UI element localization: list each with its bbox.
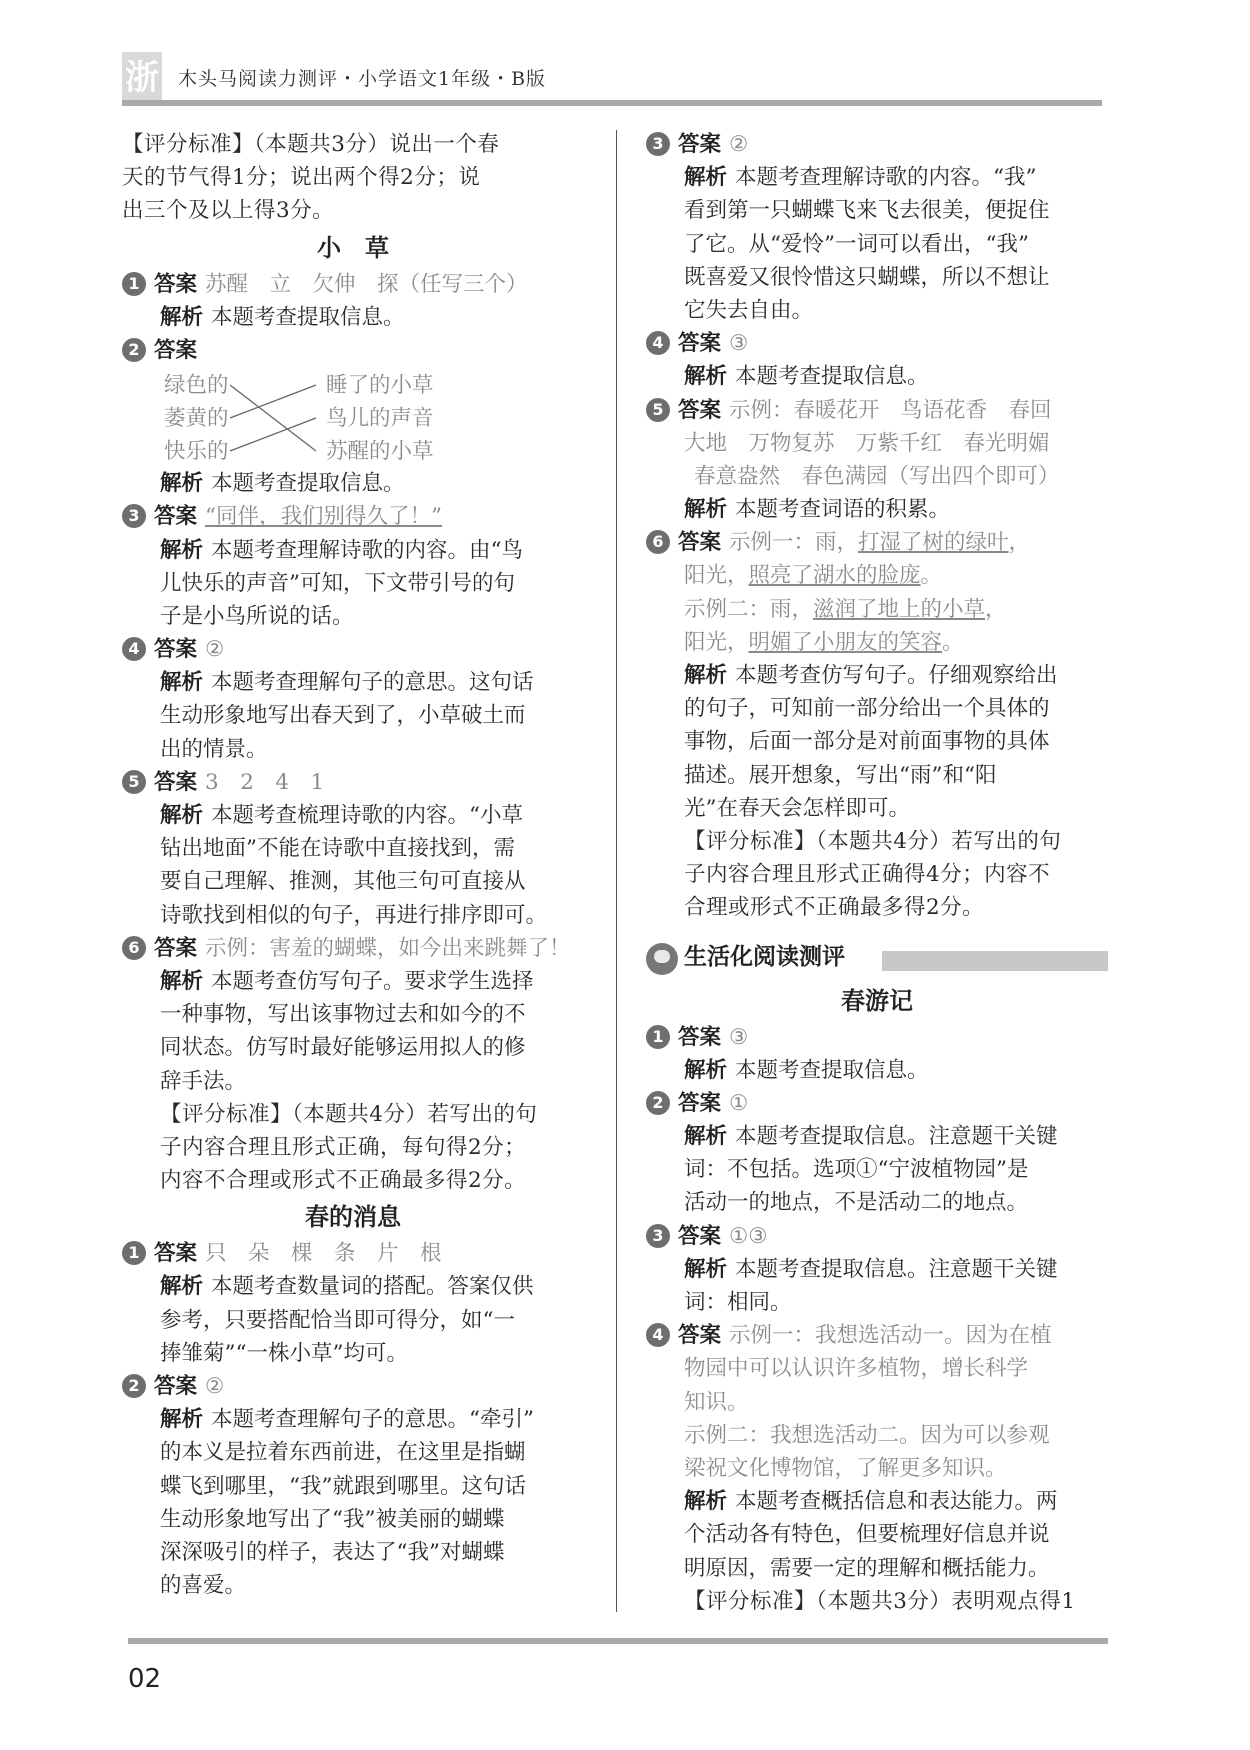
question-3-analysis [122, 534, 584, 567]
analysis-text: 本题考查提取信息。 [735, 1057, 929, 1083]
question-1-analysis [646, 1054, 1108, 1087]
answer-label: 答案 [154, 337, 198, 363]
analysis-text: 本题考查理解诗歌的内容。“我” [735, 165, 1037, 191]
analysis-label: 解析 [684, 1057, 728, 1083]
question-5-analysis [122, 799, 584, 832]
analysis-text: 诗歌找到相似的句子，再进行排序即可。 [160, 902, 548, 928]
question-4-analysis [122, 666, 584, 699]
section-header [646, 937, 1108, 981]
analysis-label: 解析 [684, 1256, 728, 1282]
analysis-text: 事物，后面一部分是对前面事物的具体 [684, 729, 1050, 755]
match-left-item: 萎黄的 [164, 406, 229, 432]
answer-label: 答案 [678, 331, 722, 357]
analysis-text: 要自己理解、推测，其他三句可直接从 [160, 869, 526, 895]
answer-label: 答案 [678, 397, 722, 423]
analysis-text: 生动形象地写出春天到了，小草破土而 [160, 703, 526, 729]
answer-text: 大地 万物复苏 万紫千红 春光明媚 [684, 430, 1050, 456]
question-5-answer [646, 394, 1108, 427]
scoring-standard: 【评分标准】（本题共3分）说出一个春 [122, 132, 500, 157]
analysis-label: 解析 [160, 304, 204, 330]
answer-text: 只 朵 棵 条 片 根 [205, 1241, 442, 1267]
analysis-text: 个活动各有特色，但要梳理好信息并说 [684, 1522, 1050, 1548]
question-number: 1 [122, 272, 146, 296]
answer-text: ② [205, 1374, 225, 1399]
header-badge: 浙 [122, 52, 162, 104]
answer-label: 答案 [678, 1090, 722, 1116]
section-title-chun: 春的消息 [305, 1203, 401, 1232]
analysis-text: 本题考查理解句子的意思。“牵引” [211, 1407, 535, 1433]
question-3-analysis [646, 161, 1108, 194]
analysis-text: 一种事物，写出该事物过去和如今的不 [160, 1002, 526, 1028]
match-right-item: 苏醒的小草 [326, 439, 434, 465]
answer-label: 答案 [154, 271, 198, 297]
question-1-answer [122, 1237, 584, 1270]
analysis-text: 它失去自由。 [684, 297, 814, 323]
analysis-label: 解析 [684, 1124, 728, 1150]
question-2-answer [122, 1370, 584, 1403]
question-number: 2 [122, 338, 146, 362]
analysis-text: 本题考查仿写句子。仔细观察给出 [735, 663, 1058, 688]
question-number: 4 [122, 637, 146, 661]
analysis-text: 捧雏菊”“一株小草”均可。 [160, 1340, 408, 1366]
question-number: 4 [646, 331, 670, 355]
question-number: 5 [122, 770, 146, 794]
analysis-label: 解析 [160, 1407, 204, 1433]
analysis-text: 词：不包括。选项①“宁波植物园”是 [684, 1157, 1029, 1183]
example-underlined: 明媚了小朋友的笑容 [748, 629, 943, 655]
analysis-text: 既喜爱又很怜惜这只蝴蝶，所以不想让 [684, 264, 1050, 290]
analysis-text: 描述。展开想象，写出“雨”和“阳 [684, 762, 997, 788]
analysis-label: 解析 [684, 165, 728, 191]
scoring-standard: 内容不合理或形式不正确最多得2分。 [160, 1168, 527, 1194]
answer-text: 物园中可以认识许多植物，增长科学 [684, 1356, 1029, 1382]
analysis-text: 明原因，需要一定的理解和概括能力。 [684, 1555, 1050, 1581]
analysis-label: 解析 [160, 537, 204, 563]
scoring-standard: 【评分标准】（本题共4分）若写出的句 [160, 1101, 538, 1127]
analysis-label: 解析 [684, 364, 728, 390]
scoring-standard: 子内容合理且形式正确得4分；内容不 [684, 862, 1051, 888]
header-title: 木头马阅读力测评・小学语文1年级・B版 [178, 68, 547, 90]
question-4-answer [646, 1319, 1108, 1352]
question-1-answer [646, 1021, 1108, 1054]
answer-text: ② [205, 637, 225, 663]
question-6-answer [646, 526, 1108, 559]
question-number: 1 [646, 1025, 670, 1049]
question-3-answer [646, 128, 1108, 161]
section-bar [882, 951, 1108, 971]
answer-text: ② [729, 132, 749, 157]
answer-label: 答案 [154, 637, 198, 663]
analysis-text: 本题考查提取信息。 [211, 304, 405, 330]
analysis-text: 本题考查仿写句子。要求学生选择 [211, 968, 534, 994]
example-text: ， [985, 596, 1007, 622]
question-2-analysis [122, 467, 584, 500]
answer-label: 答案 [154, 769, 198, 795]
question-number: 6 [122, 936, 146, 960]
question-number: 3 [646, 1224, 670, 1248]
question-2-analysis [122, 1403, 584, 1436]
analysis-text: 本题考查提取信息。 [735, 364, 929, 390]
match-right-item: 鸟儿的声音 [326, 406, 434, 432]
scoring-standard: 合理或形式不正确最多得2分。 [684, 895, 985, 921]
analysis-label: 解析 [160, 471, 204, 497]
example-text: 示例二：雨， [684, 596, 814, 622]
question-number: 3 [646, 132, 670, 156]
scoring-standard: 出三个及以上得3分。 [122, 198, 335, 224]
answer-text: ③ [729, 331, 749, 357]
left-column [122, 128, 584, 1602]
analysis-text: 生动形象地写出了“我”被美丽的蝴蝶 [160, 1506, 505, 1532]
question-number: 1 [122, 1241, 146, 1265]
footer-rule [128, 1638, 1108, 1644]
question-number: 5 [646, 398, 670, 422]
question-2-answer [122, 334, 584, 367]
analysis-text: 看到第一只蝴蝶飞来飞去很美，便捉住 [684, 198, 1050, 224]
answer-text: 示例二：我想选活动二。因为可以参观 [684, 1422, 1050, 1448]
analysis-text: 本题考查理解诗歌的内容。由“鸟 [211, 537, 524, 563]
analysis-label: 解析 [160, 968, 204, 994]
question-number: 2 [122, 1374, 146, 1398]
question-4-answer [646, 327, 1108, 360]
analysis-text: 本题考查梳理诗歌的内容。“小草 [211, 803, 524, 828]
analysis-text: 光”在春天会怎样即可。 [684, 795, 910, 821]
answer-label: 答案 [154, 1374, 198, 1399]
example-text: 。 [942, 629, 964, 655]
question-number: 6 [646, 530, 670, 554]
analysis-label: 解析 [160, 1274, 204, 1300]
section-title-chunyouji: 春游记 [841, 986, 913, 1015]
matching-diagram [122, 367, 584, 467]
analysis-text: 本题考查数量词的搭配。答案仅供 [211, 1274, 534, 1300]
analysis-text: 本题考查词语的积累。 [735, 497, 951, 523]
answer-label: 答案 [154, 504, 198, 530]
analysis-text: 本题考查理解句子的意思。这句话 [211, 670, 534, 696]
analysis-text: 儿快乐的声音”可知，下文带引号的句 [160, 570, 515, 596]
example-text: 示例一：雨， [729, 530, 859, 556]
question-5-analysis [646, 493, 1108, 526]
scoring-standard: 子内容合理且形式正确，每句得2分； [160, 1134, 527, 1160]
answer-text: 知识。 [684, 1389, 749, 1415]
analysis-text: 的本义是拉着东西前进，在这里是指蝴 [160, 1440, 526, 1466]
answer-label: 答案 [154, 1241, 198, 1267]
answer-label: 答案 [154, 935, 198, 961]
analysis-text: 深深吸引的样子，表达了“我”对蝴蝶 [160, 1539, 505, 1565]
answer-text: 春意盎然 春色满园（写出四个即可） [694, 463, 1060, 489]
analysis-text: 蝶飞到哪里，“我”就跟到哪里。这句话 [160, 1473, 526, 1499]
question-5-answer [122, 766, 584, 799]
header-rule [122, 100, 1102, 106]
answer-text: ①③ [729, 1223, 768, 1249]
analysis-text: 活动一的地点，不是活动二的地点。 [684, 1190, 1029, 1216]
question-4-analysis [646, 1485, 1108, 1518]
question-6-answer [122, 932, 584, 965]
question-4-analysis [646, 360, 1108, 393]
analysis-text: 参考，只要搭配恰当即可得分，如“一 [160, 1307, 515, 1333]
analysis-text: 出的情景。 [160, 736, 268, 762]
answer-text: 苏醒 立 欠伸 探（任写三个） [205, 271, 528, 297]
answer-text: 示例：害羞的蝴蝶，如今出来跳舞了！ [205, 935, 571, 961]
scoring-standard: 天的节气得1分；说出两个得2分；说 [122, 165, 481, 191]
question-6-analysis [122, 965, 584, 998]
match-left-item: 绿色的 [164, 373, 229, 399]
analysis-text: 了它。从“爱怜”一词可以看出，“我” [684, 231, 1029, 257]
answer-text: 示例：春暖花开 鸟语花香 春回 [729, 397, 1052, 423]
example-underlined: 照亮了湖水的脸庞 [748, 563, 921, 589]
analysis-label: 解析 [684, 663, 728, 688]
analysis-label: 解析 [684, 497, 728, 523]
analysis-text: 辞手法。 [160, 1068, 247, 1094]
reader-avatar-icon [646, 943, 678, 975]
analysis-text: 子是小鸟所说的话。 [160, 603, 354, 629]
answer-label: 答案 [678, 1024, 722, 1050]
answer-text: “同伴，我们别得久了！” [205, 504, 442, 530]
question-2-answer [646, 1087, 1108, 1120]
question-2-analysis [646, 1120, 1108, 1153]
example-text: ， [1008, 530, 1031, 556]
answer-text: 示例一：我想选活动一。因为在植 [729, 1323, 1052, 1349]
analysis-text: 本题考查提取信息。注意题干关键 [735, 1256, 1058, 1282]
match-lines [230, 367, 320, 467]
analysis-label: 解析 [160, 670, 204, 696]
question-3-analysis [646, 1253, 1108, 1286]
question-6-analysis [646, 659, 1108, 692]
analysis-text: 的喜爱。 [160, 1573, 247, 1599]
answer-text: 梁祝文化博物馆，了解更多知识。 [684, 1455, 1007, 1481]
question-number: 3 [122, 504, 146, 528]
analysis-text: 同状态。仿写时最好能够运用拟人的修 [160, 1035, 526, 1061]
analysis-text: 钻出地面”不能在诗歌中直接找到，需 [160, 836, 515, 862]
question-1-analysis [122, 1270, 584, 1303]
example-underlined: 滋润了地上的小草 [813, 596, 986, 622]
analysis-label: 解析 [684, 1489, 728, 1515]
scoring-standard: 【评分标准】（本题共3分）表明观点得1 [684, 1588, 1076, 1614]
question-number: 4 [646, 1323, 670, 1347]
match-right-item: 睡了的小草 [326, 373, 434, 399]
example-underlined: 打湿了树的绿叶 [858, 530, 1009, 556]
analysis-text: 本题考查概括信息和表达能力。两 [735, 1489, 1058, 1515]
match-left-item: 快乐的 [164, 439, 229, 465]
example-text: 阳光， [684, 629, 749, 655]
analysis-text: 本题考查提取信息。 [211, 471, 405, 497]
answer-label: 答案 [678, 1223, 722, 1249]
section-title-xiaocao: 小 草 [317, 233, 389, 262]
answer-text: ① [729, 1090, 749, 1116]
example-text: 。 [920, 563, 943, 589]
analysis-label: 解析 [160, 803, 204, 828]
column-divider [616, 130, 617, 1612]
question-4-answer [122, 633, 584, 666]
question-1-analysis [122, 301, 584, 334]
answer-label: 答案 [678, 530, 722, 556]
question-number: 2 [646, 1091, 670, 1115]
analysis-text: 本题考查提取信息。注意题干关键 [735, 1124, 1058, 1150]
scoring-standard: 【评分标准】（本题共4分）若写出的句 [684, 828, 1062, 854]
answer-text: ③ [729, 1024, 749, 1050]
answer-text: 3 2 4 1 [205, 769, 325, 795]
analysis-text: 词：相同。 [684, 1290, 792, 1315]
question-3-answer [122, 500, 584, 533]
answer-label: 答案 [678, 132, 722, 157]
example-text: 阳光， [684, 563, 749, 589]
question-1-answer [122, 268, 584, 301]
answer-label: 答案 [678, 1323, 722, 1349]
analysis-text: 的句子，可知前一部分给出一个具体的 [684, 696, 1050, 722]
right-column [646, 128, 1108, 1618]
question-3-answer [646, 1220, 1108, 1253]
section-label: 生活化阅读测评 [684, 943, 845, 970]
page-number: 02 [128, 1664, 162, 1694]
